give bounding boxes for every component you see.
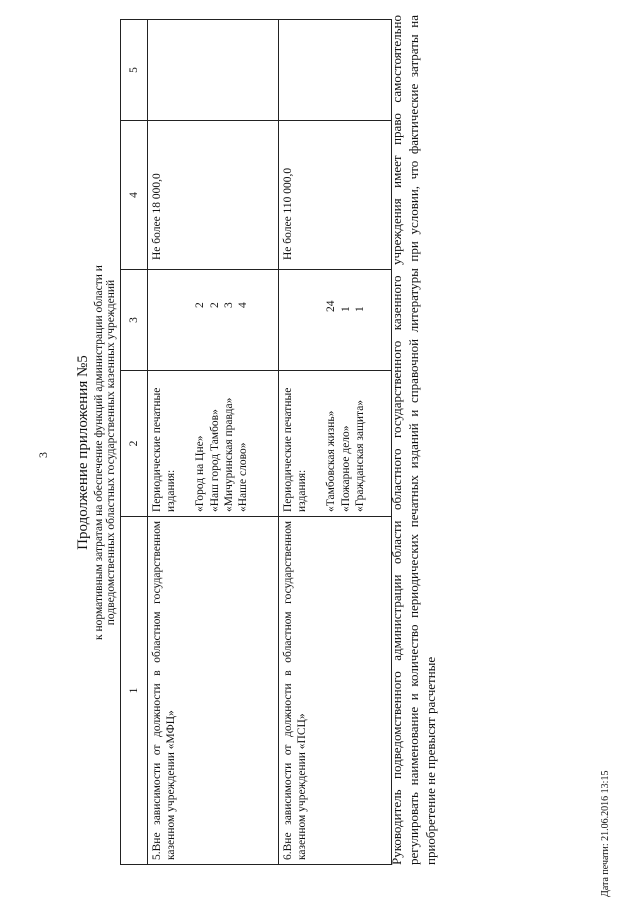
publication-item: «Пожарное дело» [339,425,352,512]
quantity-value: 3 [222,302,235,308]
annex-subtitle-line2: подведомственных областных государственных казенных учреждений [105,279,117,626]
quantity-value: 1 [353,306,366,312]
publications-heading: Периодические печатные издания: [151,387,178,512]
publication-item: «Гражданская защита» [353,399,366,512]
print-date: Дата печати: 21.06.2016 13:15 [600,770,611,897]
empty-cell [148,20,279,121]
annex-title: Продолжение приложения №5 [75,355,91,550]
publication-item: «Наше слово» [237,442,250,512]
category-cell [148,517,279,865]
table-row [279,20,392,865]
quantity-value: 2 [208,302,221,308]
column-number: 2 [121,371,148,517]
quantity-value: 24 [325,300,338,312]
quantity-cell [148,270,279,371]
category-text: 5.Вне зависимости от должности в областном государственном казенном учреждении «МФЦ» [151,521,178,860]
column-number: 5 [121,20,148,121]
quantity-cell [279,270,392,371]
column-number-row [121,20,148,865]
publication-item: «Город на Цне» [194,435,207,512]
column-number: 3 [121,270,148,371]
publication-item: «Наш город Тамбов» [208,409,221,512]
column-number: 4 [121,121,148,270]
limit-value: Не более 18 000,0 [151,173,163,260]
quantity-value: 4 [237,302,250,308]
category-cell [279,517,392,865]
table-row [148,20,279,865]
limit-cell [148,121,279,270]
footnote-text: Руководитель подведомственного администрации области областного государственного казенного учреждения имеет право самостоятельно регулировать наименование и количество периодических печатных изданий и справочной литературы при условии, что фактические затраты на приобретение не превысят расчетные [389,15,438,865]
norms-table [120,19,392,865]
publications-cell [148,371,279,517]
publication-item: «Мичуринская правда» [222,397,235,512]
limit-cell [279,121,392,270]
publications-heading: Периодические печатные издания: [282,387,309,512]
empty-cell [279,20,392,121]
publication-item: «Тамбовская жизнь» [325,410,338,512]
quantity-value: 1 [339,306,352,312]
limit-value: Не более 110 000,0 [282,167,294,260]
page-number: 3 [36,452,50,458]
annex-subtitle-line1: к нормативным затратам на обеспечение функций администрации области и [93,265,105,640]
category-text: 6.Вне зависимости от должности в областном государственном казенном учреждении «ПСЦ» [282,521,309,860]
column-number: 1 [121,517,148,865]
publications-cell [279,371,392,517]
quantity-value: 2 [194,302,207,308]
